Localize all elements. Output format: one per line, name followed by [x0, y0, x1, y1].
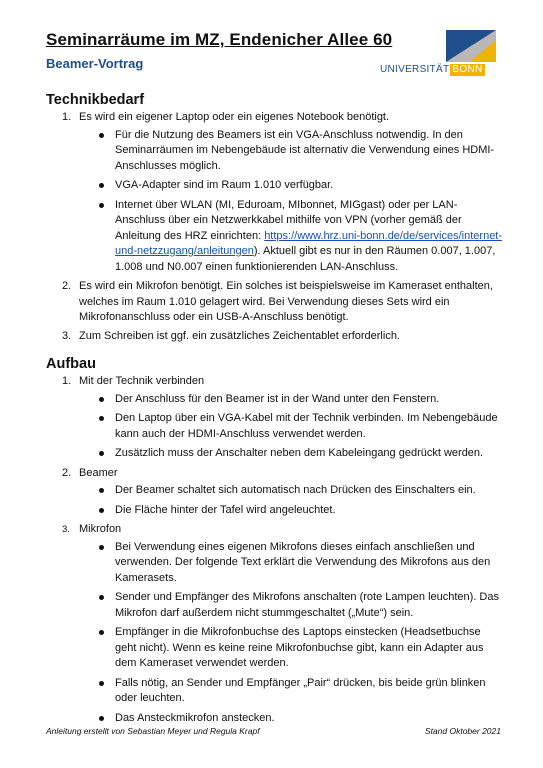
bullet-item: [79, 446, 503, 462]
bullet-item: [79, 711, 503, 727]
bullet-list: [79, 540, 503, 727]
footer-authors: Anleitung erstellt von Sebastian Meyer und Regula Krapf: [46, 726, 260, 736]
logo-wordmark: [380, 64, 502, 76]
list-item-text: Zum Schreiben ist ggf. ein zusätzliches Zeichentablet erforderlich.: [79, 329, 400, 342]
bullet-text: Den Laptop über ein VGA-Kabel mit der Technik verbinden. Im Nebengebäude kann auch der HDMI-Anschluss verwendet werden.: [115, 412, 498, 440]
section-heading-technikbedarf: Technikbedarf: [46, 92, 145, 108]
technikbedarf-content: [0, 110, 543, 347]
list-item: [0, 279, 543, 326]
bullet-text: Das Ansteckmikrofon anstecken.: [115, 711, 275, 724]
bullet-text: Die Fläche hinter der Tafel wird angeleuchtet.: [115, 503, 336, 516]
list-item: [0, 110, 543, 275]
page-title: Seminarräume im MZ, Endenicher Allee 60: [46, 30, 393, 49]
aufbau-content: [0, 374, 543, 730]
bullet-item: [79, 590, 503, 621]
bullet-text: Der Beamer schaltet sich automatisch nach Drücken des Einschalters ein.: [115, 484, 476, 496]
list-item-text: Beamer: [79, 466, 118, 479]
bullet-list: [79, 483, 503, 518]
bullet-icon: [99, 416, 104, 421]
bullet-text-after-link: ). Aktuell gibt es nur in den Räumen 0.007, 1.007, 1.008 und N0.007 einen funktionierenden LAN-Anschluss.: [115, 245, 496, 273]
bullet-icon: [99, 183, 104, 188]
list-number: 1.: [62, 111, 72, 123]
bullet-text: Falls nötig, an Sender und Empfänger „Pair“ drücken, bis beide grün blinken oder leuchten.: [115, 676, 486, 704]
list-number: 3.: [62, 524, 70, 535]
bullet-icon: [99, 397, 104, 402]
list-item: [0, 329, 543, 345]
bullet-list: [79, 128, 503, 276]
bullet-icon: [99, 508, 104, 513]
bullet-text: VGA-Adapter sind im Raum 1.010 verfügbar.: [115, 179, 334, 191]
bullet-list: [79, 392, 503, 462]
bullet-icon: [99, 488, 104, 493]
list-number: 2.: [62, 280, 72, 292]
bullet-item: [79, 676, 503, 707]
hrz-guide-link[interactable]: https://www.hrz.uni-bonn.de/de/services/internet-und-netzzugang/anleitungen: [115, 229, 503, 257]
list-item-text: Mikrofon: [79, 523, 122, 535]
bullet-item: [79, 540, 503, 587]
logo-graphic: [380, 30, 502, 64]
list-item: [0, 374, 543, 462]
bullet-item: [79, 483, 503, 499]
bullet-icon: [99, 545, 104, 550]
aufbau-list: [0, 374, 543, 726]
list-item-text: Mit der Technik verbinden: [79, 375, 205, 387]
bullet-icon: [99, 681, 104, 686]
bullet-icon: [99, 595, 104, 600]
footer-date: Stand Oktober 2021: [424, 726, 501, 736]
bullet-item: [79, 198, 503, 276]
list-item-text: Es wird ein Mikrofon benötigt. Ein solches ist beispielsweise im Kameraset enthalten, welches im Raum 1.010 gelagert wird. Bei Verwendung dieses Sets wird ein Mikrofonanschluss oder ein USB-A-Anschluss benötigt.: [79, 280, 493, 323]
university-logo: [380, 30, 502, 78]
list-number: 2.: [62, 466, 72, 479]
list-item: [0, 466, 543, 519]
bullet-icon: [99, 133, 104, 138]
bullet-item: [79, 503, 503, 519]
bullet-icon: [99, 716, 104, 721]
bullet-item: [79, 625, 503, 672]
bullet-icon: [99, 451, 104, 456]
bullet-item: [79, 178, 503, 194]
bullet-text: Bei Verwendung eines eigenen Mikrofons dieses einfach anschließen und verwenden. Der folgende Text erklärt die Verwendung des Mikrofons aus den Kamerasets.: [115, 540, 491, 584]
list-item-text: Es wird ein eigener Laptop oder ein eigenes Notebook benötigt.: [79, 111, 390, 123]
bullet-item: [79, 411, 503, 442]
technikbedarf-list: [0, 110, 543, 344]
bullet-icon: [99, 203, 104, 208]
bullet-text-before-link: Internet über WLAN (MI, Eduroam, MIbonnet, MIGgast) oder per LAN-Anschluss über ein Netzwerkkabel mithilfe von VPN (vorher gemäß der Anleitung des HRZ einrichten:: [115, 198, 462, 242]
logo-text-bonn: BONN: [452, 64, 483, 75]
bullet-icon: [99, 630, 104, 635]
bullet-item: [79, 128, 503, 175]
list-number: 1.: [62, 375, 72, 387]
bullet-item: [79, 392, 503, 408]
list-number: 3.: [62, 329, 72, 342]
bullet-text: Zusätzlich muss der Anschalter neben dem Kabeleingang gedrückt werden.: [115, 447, 484, 459]
bullet-text: Sender und Empfänger des Mikrofons anschalten (rote Lampen leuchten). Das Mikrofon darf außerdem nicht stummgeschaltet („Mute“) sein.: [115, 591, 499, 619]
bullet-text: Empfänger in die Mikrofonbuchse des Laptops einstecken (Headsetbuchse geht nicht). Wenn es keine reine Mikrofonbuchse gibt, kann ein Adapter aus dem Kameraset verwendet werden.: [115, 626, 484, 669]
page-subtitle: Beamer-Vortrag: [46, 56, 144, 71]
logo-text-univ: UNIVERSITÄT: [380, 64, 450, 75]
bullet-text: Für die Nutzung des Beamers ist ein VGA-Anschluss notwendig. In den Seminarräumen im Nebengebäude ist alternativ die Verwendung eines HDMI-Anschlusses möglich.: [115, 128, 495, 172]
bullet-text: Der Anschluss für den Beamer ist in der Wand unter den Fenstern.: [115, 392, 440, 405]
list-item: [0, 522, 543, 726]
section-heading-aufbau: Aufbau: [46, 356, 96, 372]
